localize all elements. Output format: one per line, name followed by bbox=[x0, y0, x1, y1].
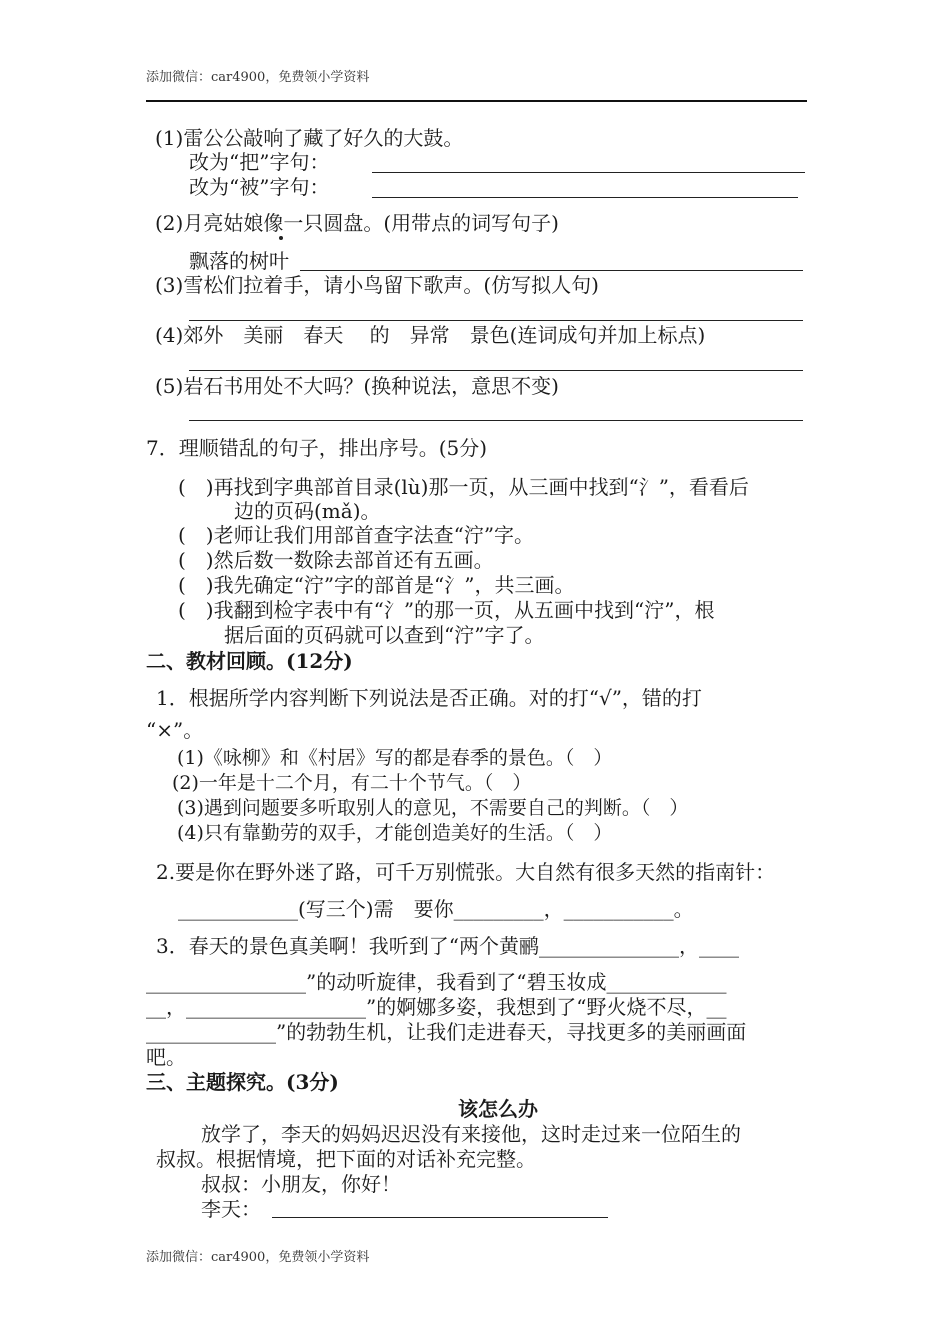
p2-q2-line2: ____________(写三个)需 要你_________，___________。 bbox=[178, 897, 694, 921]
q7-item-5: ( )我翻到检字表中有“氵”的那一页，从五画中找到“泞”，根 bbox=[178, 598, 715, 622]
p2-q3-line5: 吧。 bbox=[146, 1045, 186, 1069]
q7-item-2: ( )老师让我们用部首查字法查“泞”字。 bbox=[178, 523, 535, 547]
p2-q1-line1: 1．根据所学内容判断下列说法是否正确。对的打“√”，错的打 bbox=[156, 686, 702, 710]
q7-item-1: ( )再找到字典部首目录(lù)那一页，从三画中找到“氵”，看看后 bbox=[178, 475, 749, 499]
dialog-litian-answer-line[interactable] bbox=[272, 1217, 608, 1218]
q7-item-5-cont: 据后面的页码就可以查到“泞”字了。 bbox=[224, 623, 545, 647]
q6-1-ba-label: 改为“把”字句： bbox=[189, 150, 330, 174]
p2-q3-line1: 3．春天的景色真美啊！我听到了“两个黄鹂______________，____ bbox=[156, 934, 739, 958]
q6-2-answer-line[interactable] bbox=[300, 270, 803, 271]
dialog-litian-label: 李天： bbox=[201, 1197, 261, 1221]
story-para-2: 叔叔。根据情境，把下面的对话补充完整。 bbox=[156, 1147, 536, 1171]
q6-1-ba-answer-line[interactable] bbox=[372, 172, 805, 173]
page-header: 添加微信：car4900，免费领小学资料 bbox=[146, 70, 370, 85]
p2-q3-line4: _____________”的勃勃生机，让我们走进春天，寻找更多的美丽画面 bbox=[146, 1020, 747, 1044]
story-para-1: 放学了，李天的妈妈迟迟没有来接他，这时走过来一位陌生的 bbox=[201, 1122, 741, 1146]
p2-q2-line1: 2.要是你在野外迷了路，可千万别慌张。大自然有很多天然的指南针： bbox=[156, 860, 776, 884]
q7-title: 7．理顺错乱的句子，排出序号。(5分) bbox=[146, 436, 488, 460]
q6-4-answer-line[interactable] bbox=[189, 370, 803, 371]
q6-2-prefix: 飘落的树叶 bbox=[189, 249, 289, 273]
q6-5-answer-line[interactable] bbox=[189, 420, 803, 421]
p2-q1-item-1: (1)《咏柳》和《村居》写的都是春季的景色。（ ） bbox=[177, 747, 613, 769]
p2-q3-line2: ________________”的动听旋律，我看到了“碧玉妆成____________ bbox=[146, 970, 727, 994]
q6-4-text: (4)郊外 美丽 春天 的 异常 景色(连词成句并加上标点) bbox=[155, 323, 706, 347]
p2-q1-line2: “×”。 bbox=[146, 718, 204, 742]
p2-q3-line3: __，__________________”的婀娜多姿，我想到了“野火烧不尽，__ bbox=[146, 995, 727, 1019]
q6-1-text: (1)雷公公敲响了藏了好久的大鼓。 bbox=[155, 126, 464, 150]
p2-q1-item-2: (2)一年是十二个月，有二十个节气。（ ） bbox=[172, 772, 532, 794]
q6-1-bei-answer-line[interactable] bbox=[372, 197, 798, 198]
part2-title: 二、教材回顾。(12分) bbox=[146, 649, 353, 673]
q6-3-answer-line[interactable] bbox=[189, 320, 803, 321]
q6-1-bei-label: 改为“被”字句： bbox=[189, 175, 330, 199]
header-rule bbox=[146, 100, 807, 102]
q7-item-1-cont: 边的页码(mǎ)。 bbox=[234, 499, 381, 523]
q6-2-text: (2)月亮姑娘像一只圆盘。(用带点的词写句子) bbox=[155, 211, 559, 235]
q7-item-3: ( )然后数一数除去部首还有五画。 bbox=[178, 548, 494, 572]
dialog-uncle: 叔叔：小朋友，你好！ bbox=[201, 1172, 401, 1196]
p2-q1-item-4: (4)只有靠勤劳的双手，才能创造美好的生活。（ ） bbox=[177, 822, 613, 844]
story-title: 该怎么办 bbox=[458, 1097, 538, 1121]
page-footer: 添加微信：car4900，免费领小学资料 bbox=[146, 1250, 370, 1265]
part3-title: 三、主题探究。(3分) bbox=[146, 1070, 339, 1094]
q6-5-text: (5)岩石书用处不大吗？(换种说法，意思不变) bbox=[155, 374, 559, 398]
q7-item-4: ( )我先确定“泞”字的部首是“氵”，共三画。 bbox=[178, 573, 575, 597]
p2-q1-item-3: (3)遇到问题要多听取别人的意见，不需要自己的判断。（ ） bbox=[177, 797, 689, 819]
emphasis-dot bbox=[279, 236, 283, 240]
q6-3-text: (3)雪松们拉着手，请小鸟留下歌声。(仿写拟人句) bbox=[155, 273, 599, 297]
